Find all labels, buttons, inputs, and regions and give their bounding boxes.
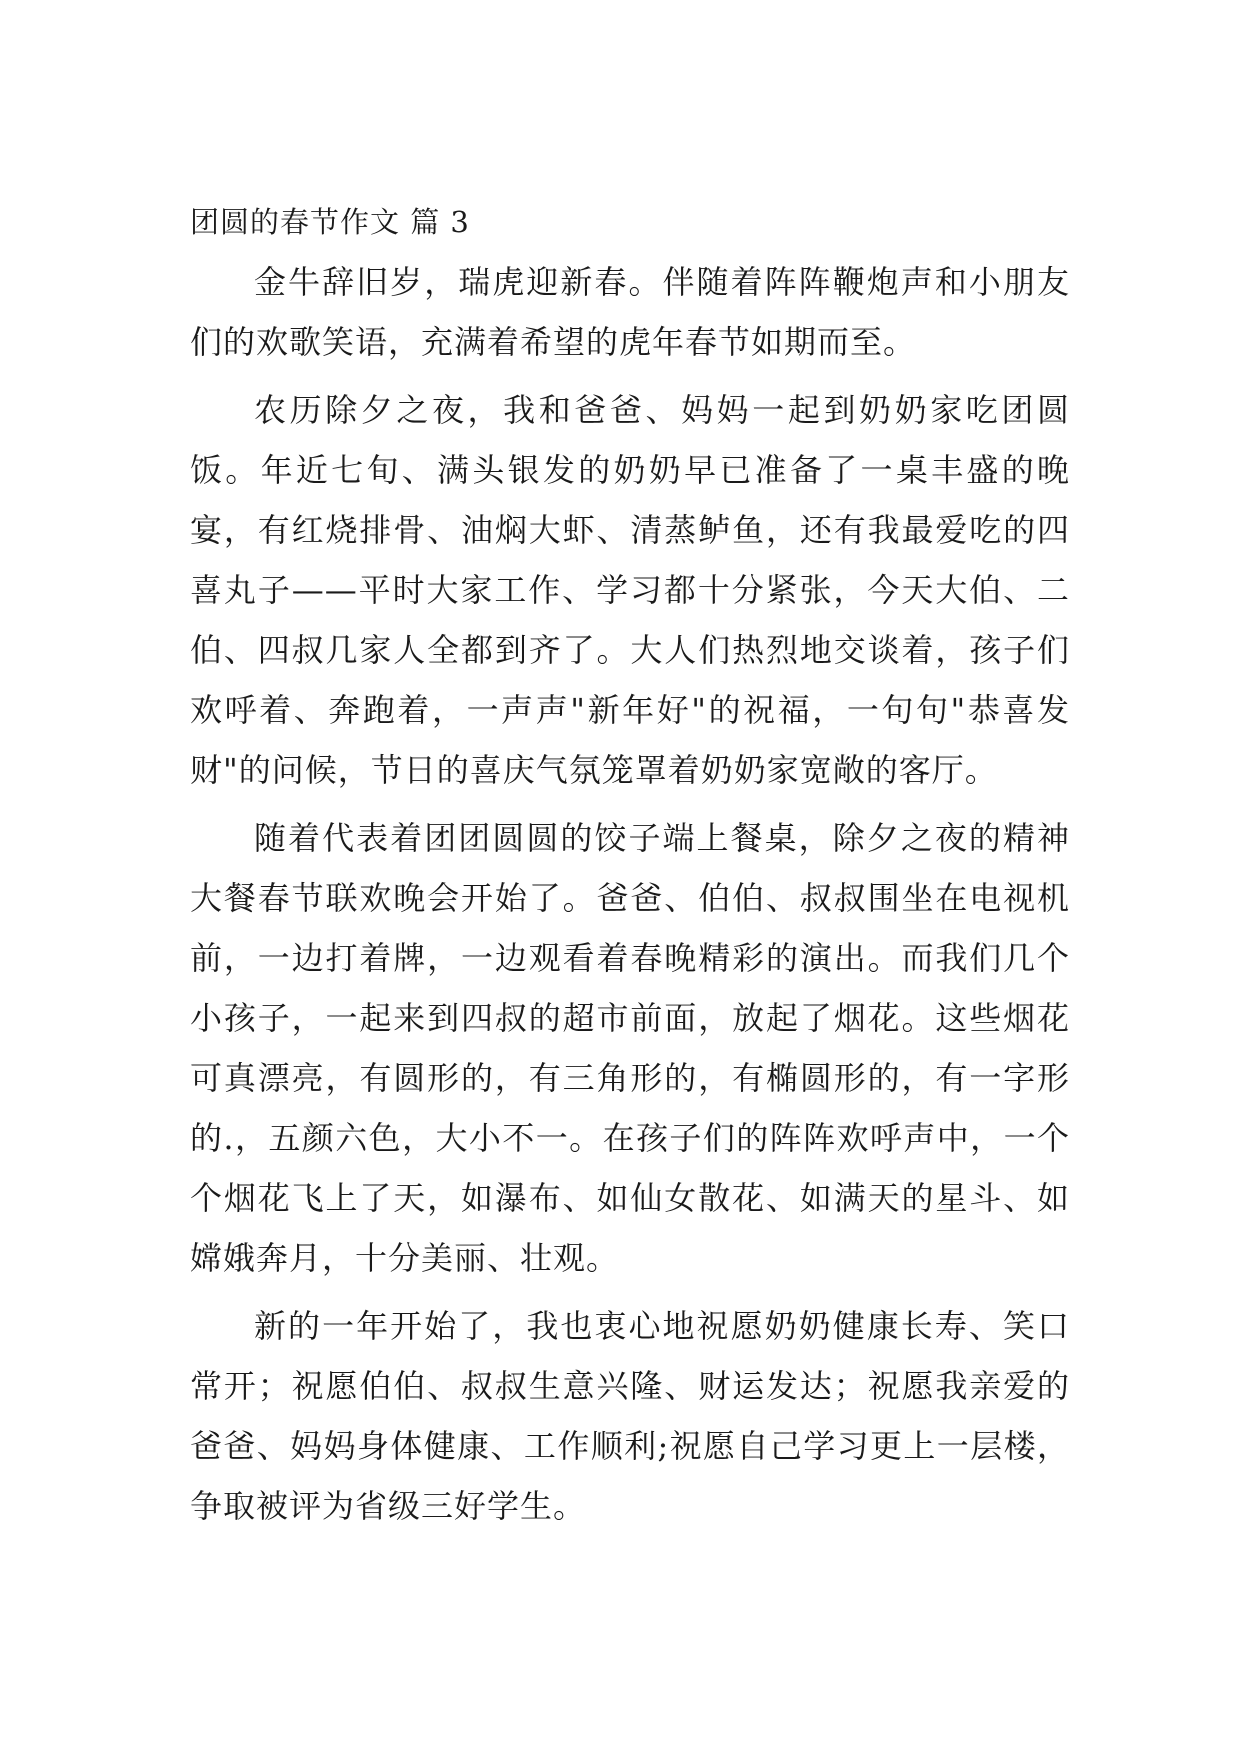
paragraph-3: 随着代表着团团圆圆的饺子端上餐桌，除夕之夜的精神大餐春节联欢晚会开始了。爸爸、伯伯、叔叔围坐在电视机前，一边打着牌，一边观看着春晚精彩的演出。而我们几个小孩子，一起来到四叔的超市前面，放起了烟花。这些烟花可真漂亮，有圆形的，有三角形的，有椭圆形的，有一字形的.，五颜六色，大小不一。在孩子们的阵阵欢呼声中，一个个烟花飞上了天，如瀑布、如仙女散花、如满天的星斗、如嫦娥奔月，十分美丽、壮观。	[190, 819, 1070, 1277]
document-title: 团圆的春节作文 篇 3	[190, 205, 470, 239]
paragraph-2: 农历除夕之夜，我和爸爸、妈妈一起到奶奶家吃团圆饭。年近七旬、满头银发的奶奶早已准备了一桌丰盛的晚宴，有红烧排骨、油焖大虾、清蒸鲈鱼，还有我最爱吃的四喜丸子——平时大家工作、学习都十分紧张，今天大伯、二伯、四叔几家人全都到齐了。大人们热烈地交谈着，孩子们欢呼着、奔跑着，一声声"新年好"的祝福，一句句"恭喜发财"的问候，节日的喜庆气氛笼罩着奶奶家宽敞的客厅。	[190, 391, 1070, 789]
document-page	[190, 192, 1070, 1544]
paragraph-1: 金牛辞旧岁，瑞虎迎新春。伴随着阵阵鞭炮声和小朋友们的欢歌笑语，充满着希望的虎年春节如期而至。	[190, 263, 1070, 361]
paragraph-4: 新的一年开始了，我也衷心地祝愿奶奶健康长寿、笑口常开；祝愿伯伯、叔叔生意兴隆、财运发达；祝愿我亲爱的爸爸、妈妈身体健康、工作顺利;祝愿自己学习更上一层楼，争取被评为省级三好学生。	[190, 1307, 1070, 1525]
